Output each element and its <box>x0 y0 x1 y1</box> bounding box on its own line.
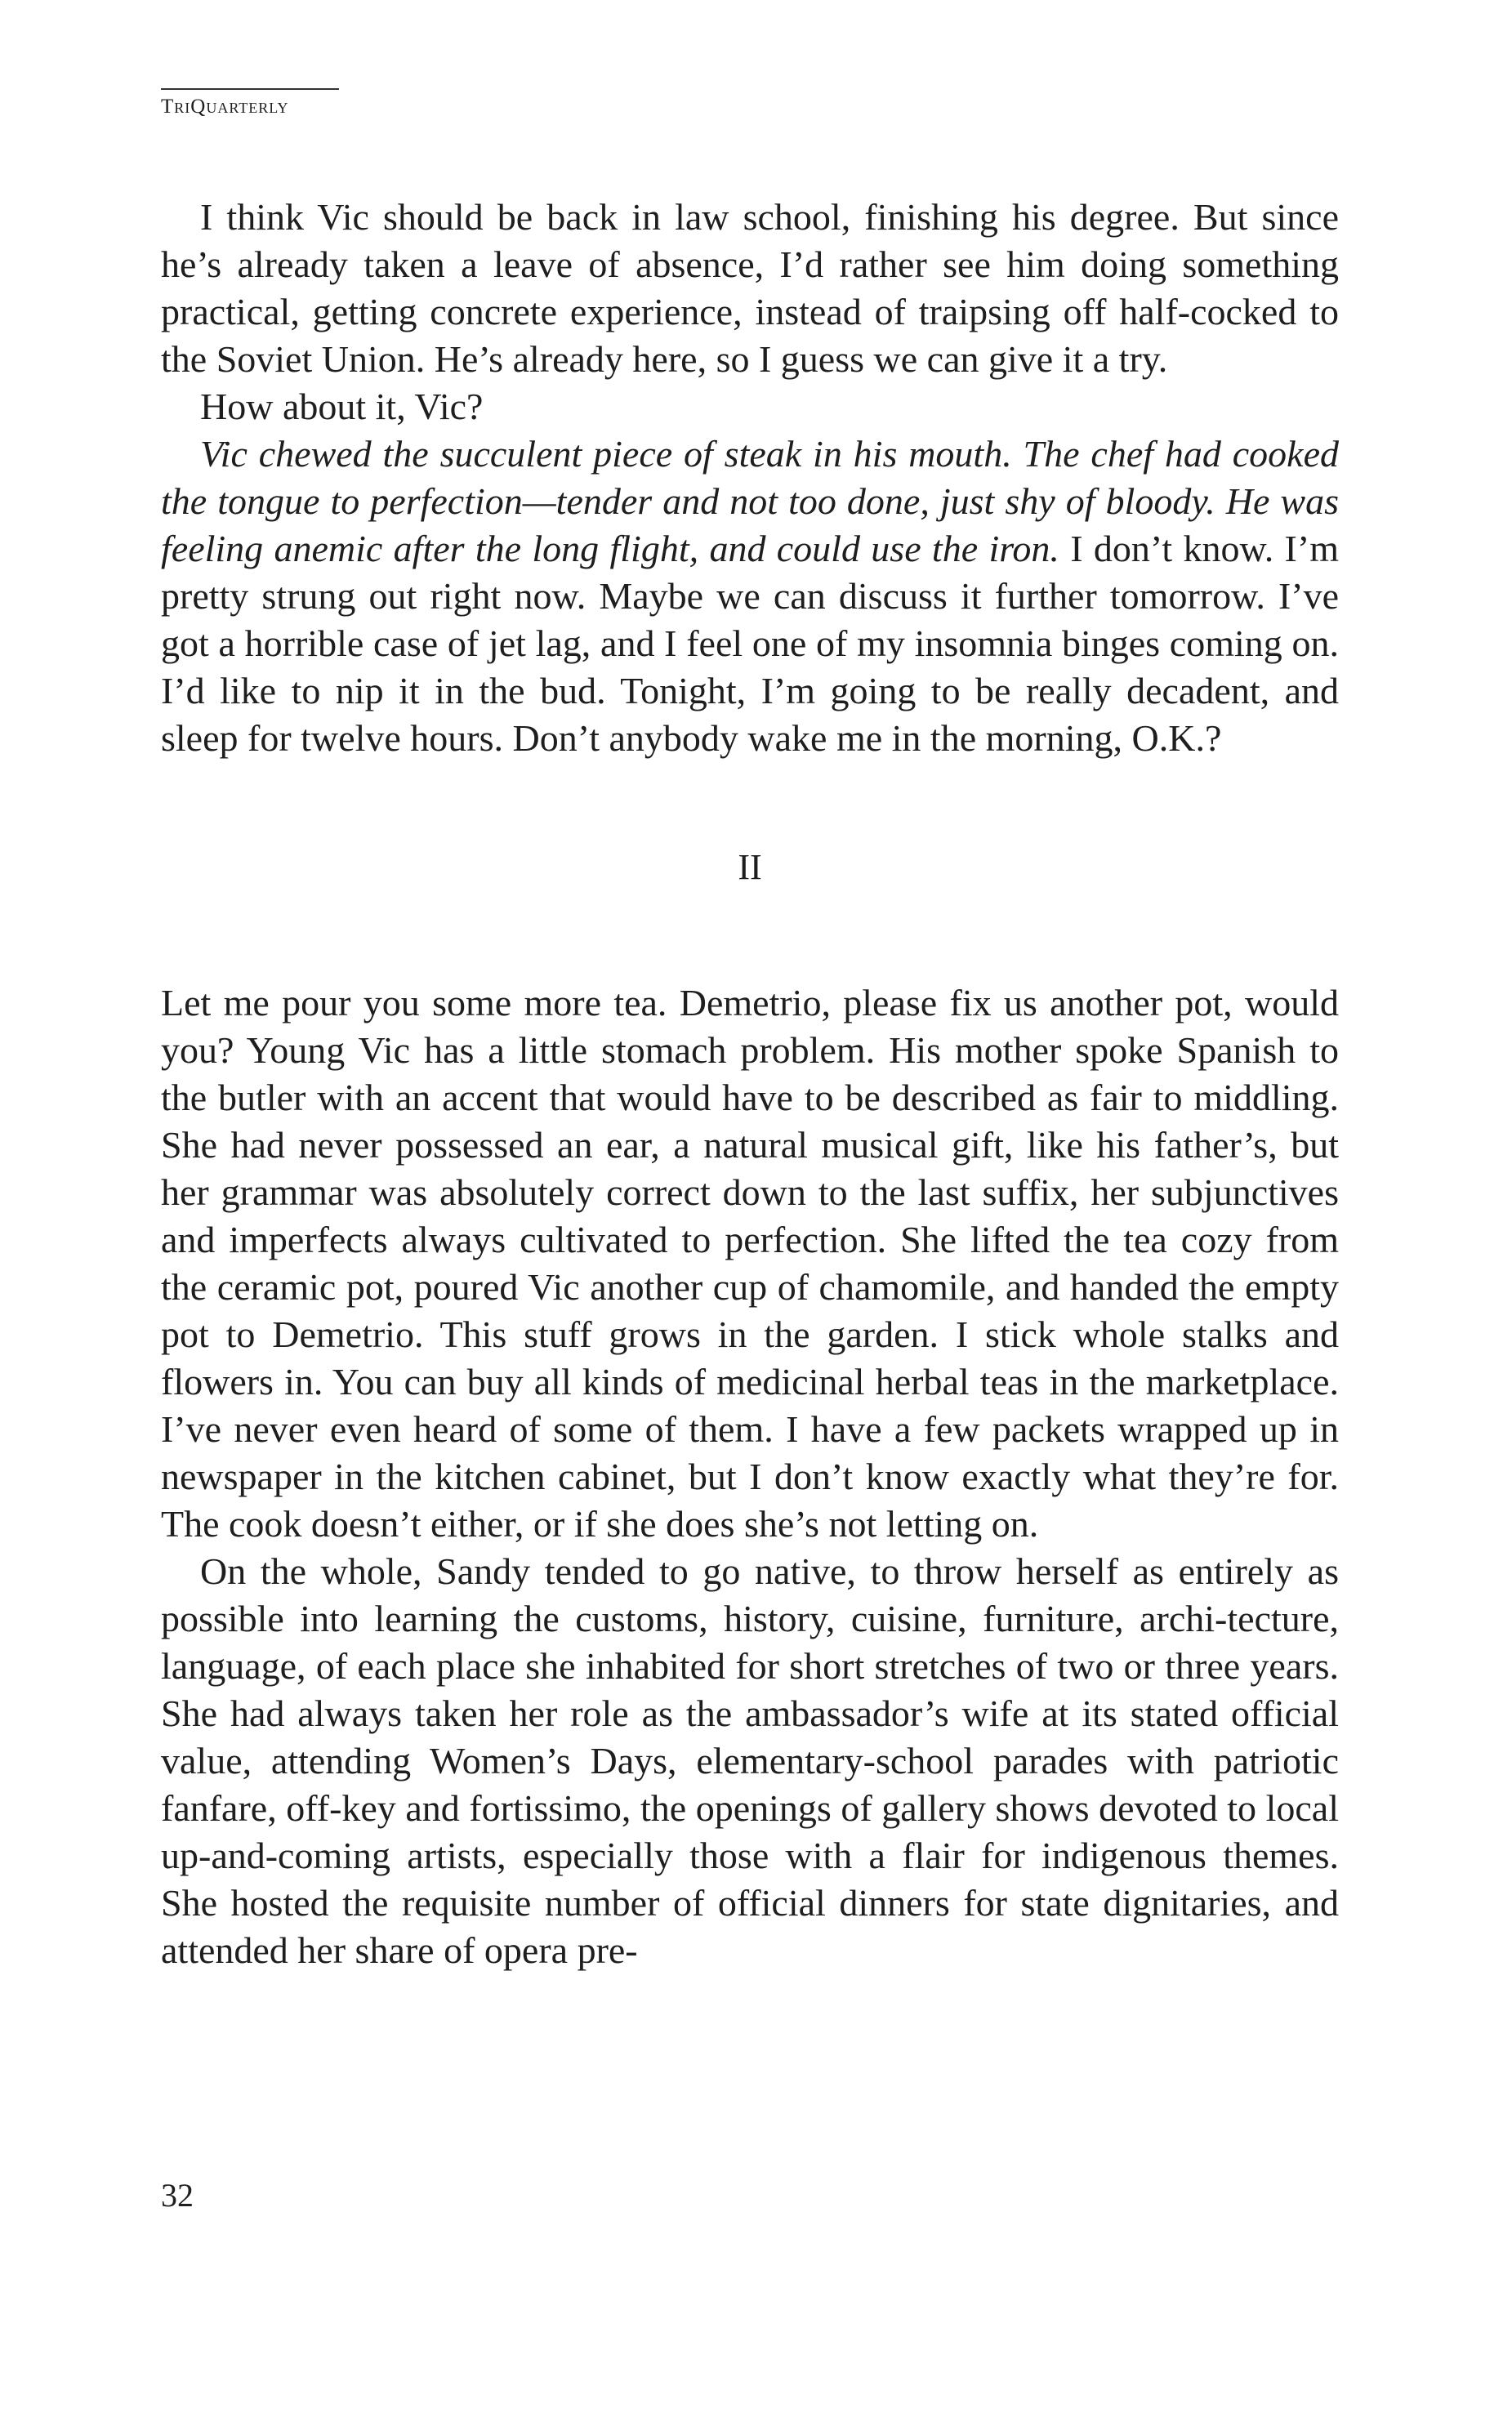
paragraph-3-roman: I don’t know. I’m pretty strung out right now. Maybe we can discuss it further tomorrow. I’ve got a horrible case of jet lag, and I feel one of my insomnia binges coming on. I’d like to nip it in the bud. Tonight, I’m going to be really decadent, and sleep for twelve hours. Don’t anybody wake me in the morning, O.K.? <box>161 528 1339 759</box>
paragraph-3-italic: Vic chewed the succulent piece of steak in his mouth. The chef had cooked the tongue to perfection—tender and not too done, just shy of bloody. He was feeling anemic after the long flight, and could use the iron. <box>161 433 1339 569</box>
paragraph-1: I think Vic should be back in law school, finishing his degree. But since he’s already taken a leave of absence, I’d rather see him doing something practical, getting concrete experience, instead of traipsing off half-cocked to the Soviet Union. He’s already here, so I guess we can give it a try. <box>161 196 1339 380</box>
paragraph-5: On the whole, Sandy tended to go native, to throw herself as entirely as possible into learning the customs, history, cuisine, furniture, archi-tecture, language, of each place she inhabited for short stretches of two or three years. She had always taken her role as the ambassador’s wife at its stated official value, attending Women’s Days, elementary-school parades with patriotic fanfare, off-key and fortissimo, the openings of gallery shows devoted to local up-and-coming artists, especially those with a flair for indigenous themes. She hosted the requisite number of official dinners for state dignitaries, and attended her share of opera pre- <box>161 1550 1339 1971</box>
body-text <box>161 194 1339 1974</box>
running-head: TriQuarterly <box>161 96 289 118</box>
paragraph-3 <box>161 430 1339 762</box>
section-number: II <box>738 847 762 887</box>
paragraph-4: Let me pour you some more tea. Demetrio, please fix us another pot, would you? Young Vic has a little stomach problem. His mother spoke Spanish to the butler with an accent that would have to be described as fair to middling. She had never possessed an ear, a natural musical gift, like his father’s, but her grammar was absolutely correct down to the last suffix, her subjunctives and imperfects always cultivated to perfection. She lifted the tea cozy from the ceramic pot, poured Vic another cup of chamomile, and handed the empty pot to Demetrio. This stuff grows in the garden. I stick whole stalks and flowers in. You can buy all kinds of medicinal herbal teas in the marketplace. I’ve never even heard of some of them. I have a few packets wrapped up in newspaper in the kitchen cabinet, but I don’t know exactly what they’re for. The cook doesn’t either, or if she does she’s not letting on. <box>161 982 1339 1545</box>
page-number: 32 <box>161 2177 194 2214</box>
paragraph-2: How about it, Vic? <box>200 386 484 427</box>
running-head-rule <box>161 88 339 90</box>
